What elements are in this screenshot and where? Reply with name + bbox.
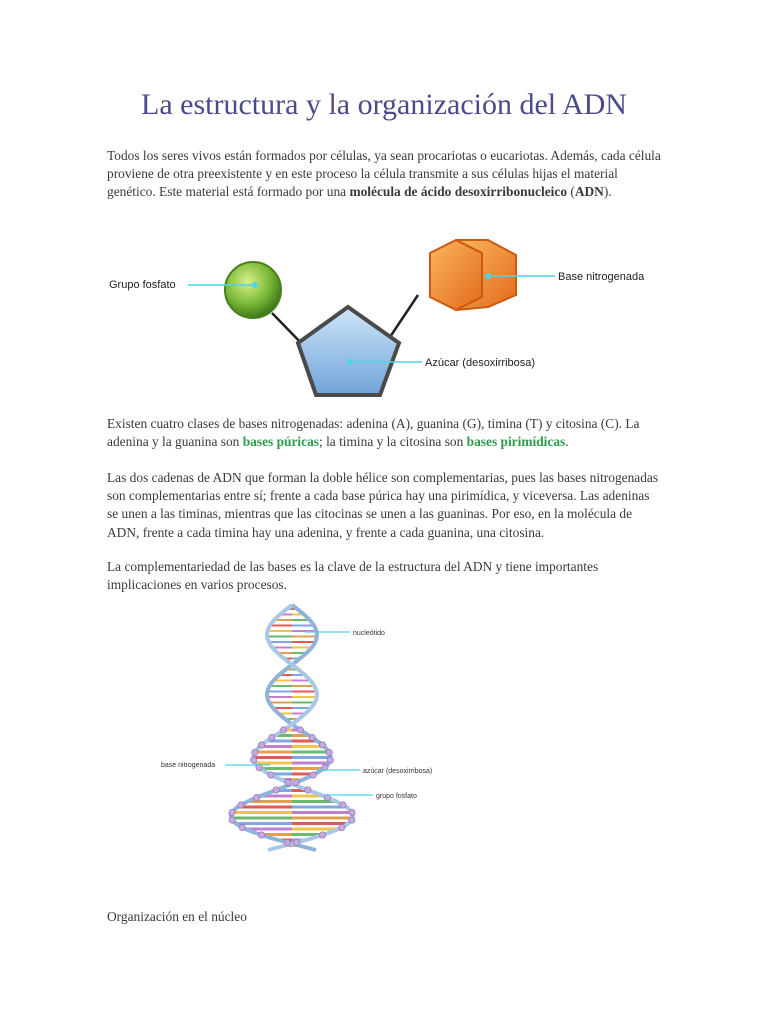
bold-adn: ADN bbox=[574, 184, 604, 200]
page-title: La estructura y la organización del ADN bbox=[141, 88, 627, 121]
intro-text-2: ( bbox=[567, 184, 575, 200]
bases-text: Existen cuatro clases de bases nitrogenadas: adenina (A), guanina (G), timina (T) y citosina (C). La adenina y la guanina son bbox=[107, 416, 640, 450]
bond-line bbox=[390, 295, 418, 337]
complementarity-paragraph: Las dos cadenas de ADN que forman la doble hélice son complementarias, pues las bases nitrogenadas son complementarias entre sí; frente a cada base púrica hay una pirimídica, y viceversa. Las adeninas se unen a las timinas, mientras que las citocinas se unen a las guaninas. Por eso, en la molécula de ADN, frente a cada timina hay una adenina, y frente a cada guanina, una citosina. bbox=[107, 470, 659, 540]
intro-text: Todos los seres vivos están formados por células, ya sean procariotas o eucariotas. Además, cada célula proviene de otra preexistente y en este proceso la célula transmite a sus células hijas el material genético. Este material está formado por una bbox=[107, 148, 661, 200]
phosphate-bead bbox=[285, 779, 291, 785]
helix-phosphate-label: grupo fosfato bbox=[376, 793, 417, 800]
phosphate-bead bbox=[294, 839, 300, 845]
phosphate-bead bbox=[268, 772, 274, 778]
pointer-dot bbox=[347, 359, 353, 365]
phosphate-bead bbox=[229, 817, 235, 823]
intro-text-3: ). bbox=[603, 184, 612, 200]
pointer-dot bbox=[485, 273, 491, 279]
helix-sugar-label: azúcar (desoxirribosa) bbox=[363, 768, 433, 775]
section-heading: Organización en el núcleo bbox=[107, 909, 247, 924]
helix-base-label: base nitrogenada bbox=[161, 762, 216, 769]
purine-term: bases púricas bbox=[242, 434, 319, 450]
phosphate-bead bbox=[229, 809, 235, 815]
bases-text-2: ; la timina y la citosina son bbox=[319, 434, 467, 450]
phosphate-bead bbox=[253, 794, 259, 800]
phosphate-bead bbox=[284, 839, 290, 845]
sugar-pentagon bbox=[298, 307, 399, 395]
phosphate-bead bbox=[269, 734, 275, 740]
pointer-dot bbox=[252, 282, 258, 288]
bases-paragraph bbox=[107, 415, 662, 451]
phosphate-bead bbox=[238, 802, 244, 808]
nucleotide-label: nucleótido bbox=[353, 630, 385, 637]
helix-strands bbox=[229, 605, 355, 850]
phosphate-bead bbox=[305, 787, 311, 793]
double-helix-diagram bbox=[155, 600, 455, 855]
base-label: Base nitrogenada bbox=[558, 271, 645, 283]
bases-text-3: . bbox=[565, 434, 569, 450]
phosphate-bead bbox=[258, 832, 264, 838]
phosphate-bead bbox=[309, 734, 315, 740]
phosphate-sphere bbox=[225, 262, 281, 318]
phosphate-bead bbox=[258, 742, 264, 748]
sugar-label: Azúcar (desoxirribosa) bbox=[425, 357, 536, 369]
phosphate-bead bbox=[349, 817, 355, 823]
phosphate-label: Grupo fosfato bbox=[109, 279, 176, 291]
phosphate-bead bbox=[297, 727, 303, 733]
phosphate-bead bbox=[327, 757, 333, 763]
phosphate-bead bbox=[326, 749, 332, 755]
key-paragraph: La complementariedad de las bases es la clave de la estructura del ADN y tiene importantes implicaciones en varios procesos. bbox=[107, 559, 599, 593]
phosphate-bead bbox=[349, 809, 355, 815]
phosphate-bead bbox=[310, 772, 316, 778]
intro-paragraph bbox=[107, 147, 662, 202]
bold-dna-term: molécula de ácido desoxirribonucleico bbox=[349, 184, 568, 200]
phosphate-bead bbox=[250, 757, 256, 763]
phosphate-bead bbox=[339, 824, 345, 830]
phosphate-bead bbox=[280, 727, 286, 733]
pyrimidine-term: bases pirimídicas bbox=[466, 434, 566, 450]
phosphate-bead bbox=[273, 787, 279, 793]
nucleotide-diagram bbox=[100, 235, 680, 405]
base-hexagon-left bbox=[430, 240, 482, 310]
phosphate-bead bbox=[293, 779, 299, 785]
phosphate-bead bbox=[252, 749, 258, 755]
phosphate-bead bbox=[340, 802, 346, 808]
phosphate-bead bbox=[319, 742, 325, 748]
phosphate-bead bbox=[319, 832, 325, 838]
phosphate-bead bbox=[239, 824, 245, 830]
